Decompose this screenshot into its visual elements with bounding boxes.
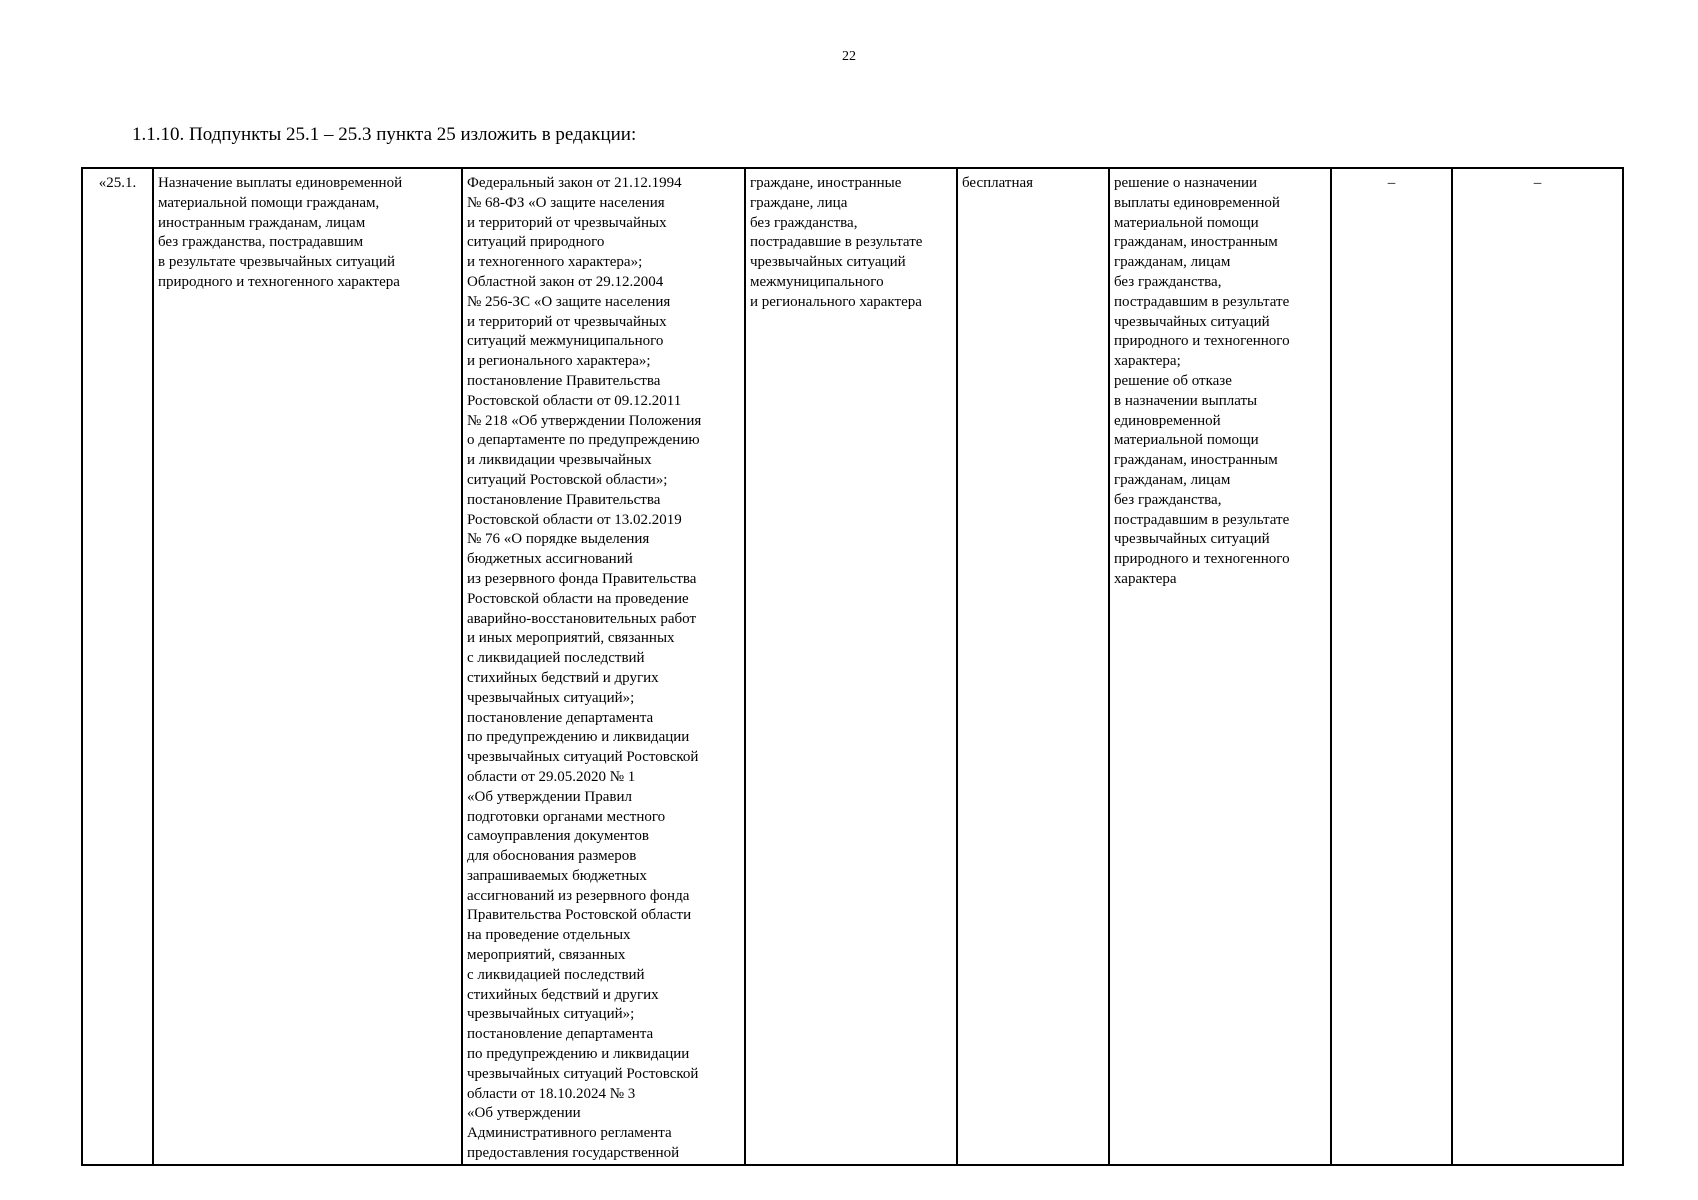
cell-applicants: граждане, иностранные граждане, лица без гражданства, пострадавшие в результате чрезвычайных ситуаций межмуниципального и регионального характера	[745, 168, 957, 1165]
table-row	[82, 168, 1623, 1165]
cell-result: решение о назначении выплаты единовременной материальной помощи гражданам, иностранным гражданам, лицам без гражданства, пострадавшим в результате чрезвычайных ситуаций природного и техногенного характера; решение об отказе в назначении выплаты единовременной материальной помощи гражданам, иностранным гражданам, лицам без гражданства, пострадавшим в результате чрезвычайных ситуаций природного и техногенного характера	[1109, 168, 1331, 1165]
page-number: 22	[842, 49, 856, 64]
cell-service-name: Назначение выплаты единовременной материальной помощи гражданам, иностранным гражданам, лицам без гражданства, пострадавшим в результате чрезвычайных ситуаций природного и техногенного характера	[153, 168, 462, 1165]
cell-cost: бесплатная	[957, 168, 1109, 1165]
section-heading: 1.1.10. Подпункты 25.1 – 25.3 пункта 25 изложить в редакции:	[132, 124, 637, 145]
cell-column-7: –	[1331, 168, 1452, 1165]
cell-column-8: –	[1452, 168, 1623, 1165]
cell-number: «25.1.	[82, 168, 153, 1165]
services-table	[81, 167, 1624, 1166]
cell-legal-basis: Федеральный закон от 21.12.1994 № 68-ФЗ «О защите населения и территорий от чрезвычайных ситуаций природного и техногенного характера»; Областной закон от 29.12.2004 № 256-ЗС «О защите населения и территорий от чрезвычайных ситуаций межмуниципального и регионального характера»; постановление Правительства Ростовской области от 09.12.2011 № 218 «Об утверждении Положения о департаменте по предупреждению и ликвидации чрезвычайных ситуаций Ростовской области»; постановление Правительства Ростовской области от 13.02.2019 № 76 «О порядке выделения бюджетных ассигнований из резервного фонда Правительства Ростовской области на проведение аварийно-восстановительных работ и иных мероприятий, связанных с ликвидацией последствий стихийных бедствий и других чрезвычайных ситуаций»; постановление департамента по предупреждению и ликвидации чрезвычайных ситуаций Ростовской области от 29.05.2020 № 1 «Об утверждении Правил подготовки органами местного самоуправления документов для обоснования размеров запрашиваемых бюджетных ассигнований из резервного фонда Правительства Ростовской области на проведение отдельных мероприятий, связанных с ликвидацией последствий стихийных бедствий и других чрезвычайных ситуаций»; постановление департамента по предупреждению и ликвидации чрезвычайных ситуаций Ростовской области от 18.10.2024 № 3 «Об утверждении Административного регламента предоставления государственной	[462, 168, 745, 1165]
